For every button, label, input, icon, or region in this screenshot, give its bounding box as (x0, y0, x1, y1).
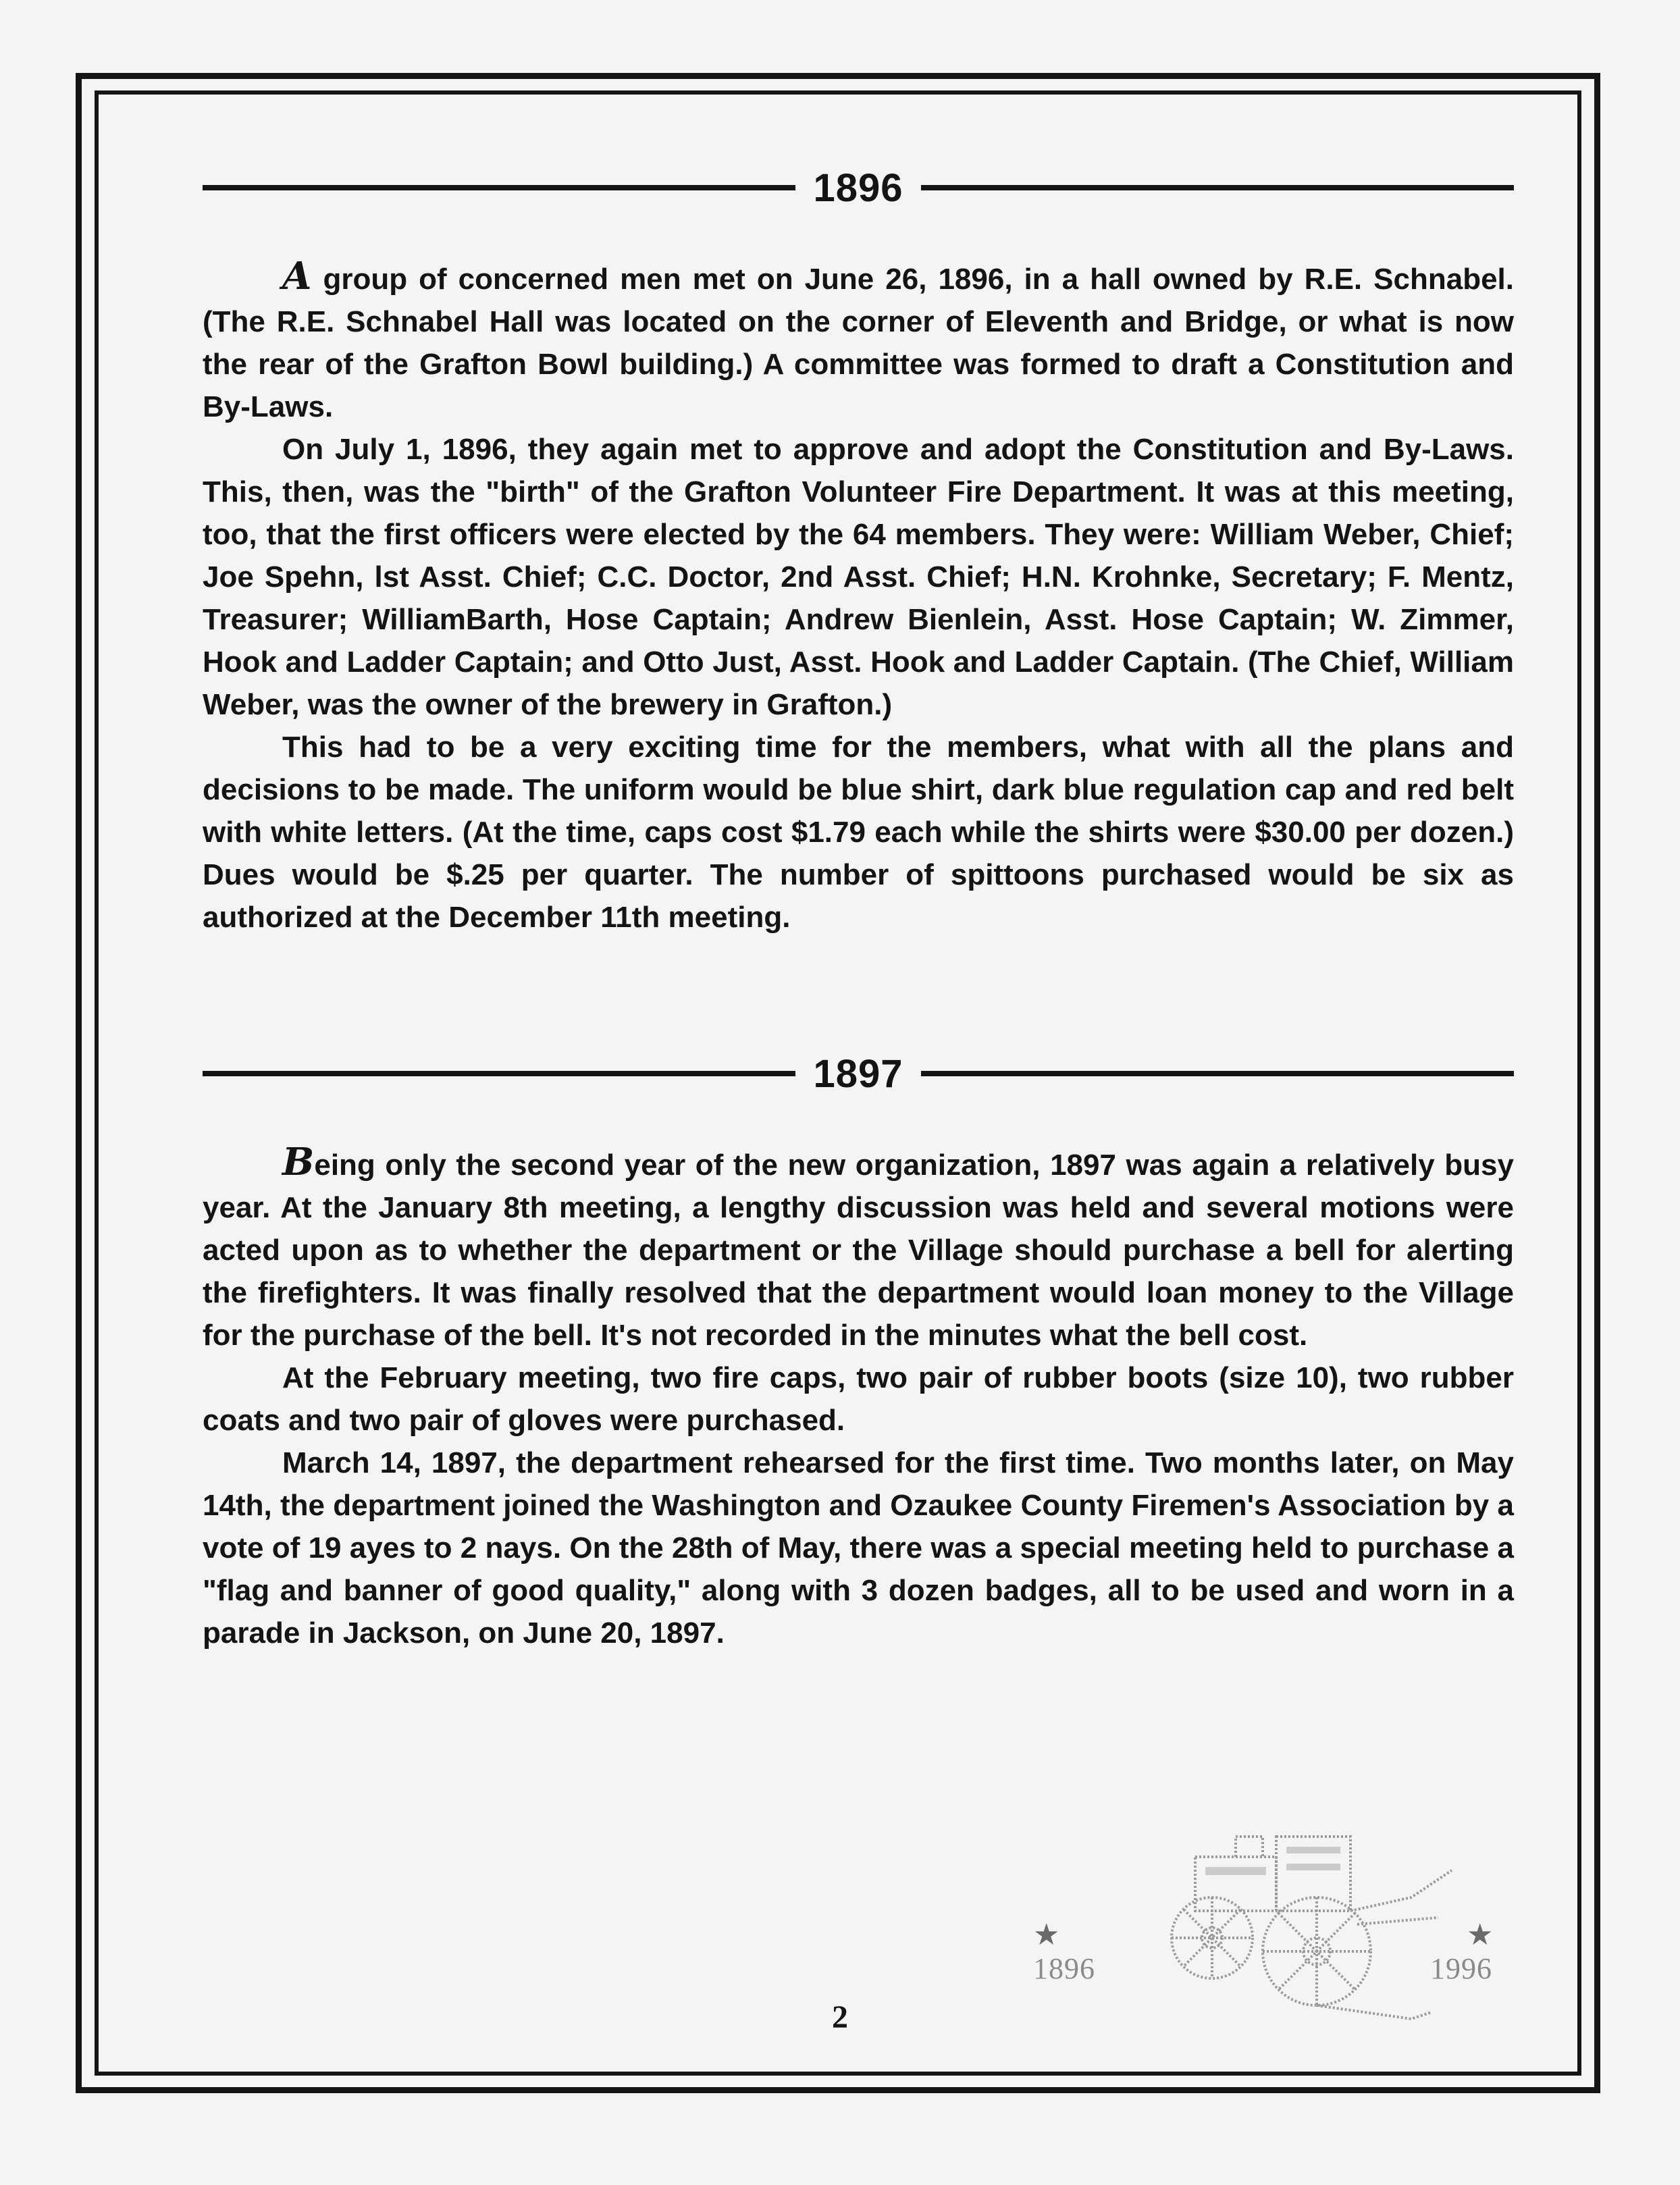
star-icon: ★ (1033, 1918, 1060, 1951)
section-body-1897 (203, 1141, 1514, 1654)
paragraph: March 14, 1897, the department rehearsed for the first time. Two months later, on May 14th, the department joined the Washington and Ozaukee County Firemen's Association by a vote of 19 ayes to 2 nays. On the 28th of May, there was a special meeting held to purchase a "flag and banner of good quality," along with 3 dozen badges, all to be used and worn in a parade in Jackson, on June 20, 1897. (203, 1446, 1514, 1650)
paragraph: On July 1, 1896, they again met to approve and adopt the Constitution and By-Laws. This, then, was the "birth" of the Grafton Volunteer Fire Department. It was at this meeting, too, that the first officers were elected by the 64 members. They were: William Weber, Chief; Joe Spehn, lst Asst. Chief; C.C. Doctor, 2nd Asst. Chief; H.N. Krohnke, Secretary; F. Mentz, Treasurer; WilliamBarth, Hose Captain; Andrew Bienlein, Asst. Hose Captain; W. Zimmer, Hook and Ladder Captain; and Otto Just, Asst. Hook and Ladder Captain. (The Chief, William Weber, was the owner of the brewery in Grafton.) (203, 433, 1514, 721)
centennial-emblem (1033, 1816, 1506, 2026)
heading-rule-left (203, 1071, 795, 1076)
paragraph (203, 255, 1514, 428)
fire-engine-icon (1033, 1816, 1506, 2026)
emblem-year-start: 1896 (1033, 1952, 1095, 1985)
section-year: 1896 (813, 165, 903, 210)
section-body-1896 (203, 255, 1514, 939)
heading-rule-right (921, 185, 1514, 190)
heading-rule-left (203, 185, 795, 190)
page-number: 2 (832, 1999, 848, 2035)
section-year: 1897 (813, 1051, 903, 1096)
paragraph: This had to be a very exciting time for the members, what with all the plans and decisions to be made. The uniform would be blue shirt, dark blue regulation cap and red belt with white letters. (At the time, caps cost $1.79 each while the shirts were $30.00 per dozen.) Dues would be $.25 per quarter. The number of spittoons purchased would be six as authorized at the December 11th meeting. (203, 731, 1514, 934)
paragraph-text: group of concerned men met on June 26, 1896, in a hall owned by R.E. Schnabel. (The R.E. Schnabel Hall was located on the corner of Eleventh and Bridge, or what is now the rear of the Grafton Bowl building.) A committee was formed to draft a Constitution and By-Laws. (203, 263, 1514, 423)
paragraph (203, 1141, 1514, 1357)
section-heading-1896 (203, 161, 1514, 215)
paragraph: At the February meeting, two fire caps, two pair of rubber boots (size 10), two rubber coats and two pair of gloves were purchased. (203, 1361, 1514, 1437)
section-heading-1897 (203, 1047, 1514, 1101)
emblem-year-end: 1996 (1430, 1952, 1492, 1985)
drop-cap: A (282, 254, 312, 298)
drop-cap: B (282, 1140, 315, 1184)
paragraph-text: eing only the second year of the new organization, 1897 was again a relatively busy year. At the January 8th meeting, a lengthy discussion was held and several motions were acted upon as to whether the department or the Village should purchase a bell for alerting the firefighters. It was finally resolved that the department would loan money to the Village for the purchase of the bell. It's not recorded in the minutes what the bell cost. (203, 1149, 1514, 1352)
heading-rule-right (921, 1071, 1514, 1076)
star-icon: ★ (1467, 1918, 1494, 1951)
